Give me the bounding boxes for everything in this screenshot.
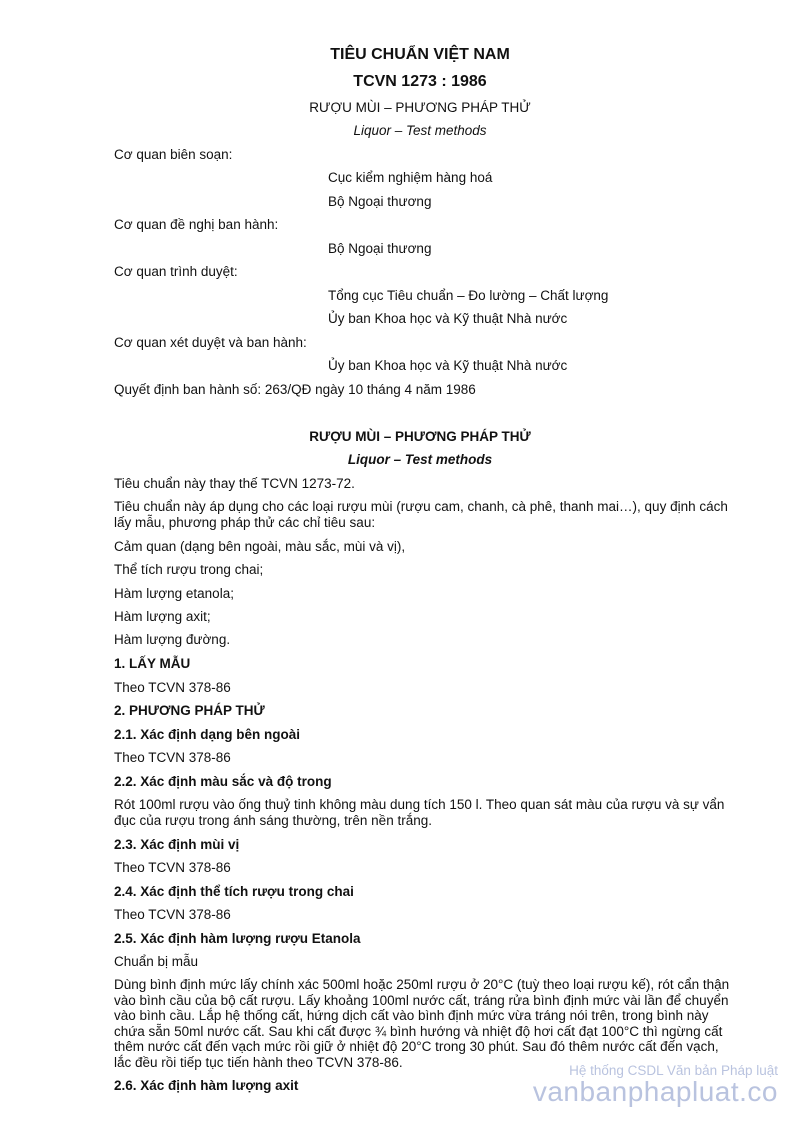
replaces-text: Tiêu chuẩn này thay thế TCVN 1273-72.: [114, 476, 355, 491]
section-2-4-heading: 2.4. Xác định thể tích rượu trong chai: [114, 884, 354, 899]
section-2-6-heading: 2.6. Xác định hàm lượng axit: [114, 1078, 299, 1093]
list-item-2: Thể tích rượu trong chai;: [114, 562, 264, 577]
drafting-agency-label: Cơ quan biên soạn:: [114, 147, 233, 162]
drafting-agency-1: Cục kiểm nghiệm hàng hoá: [328, 170, 493, 185]
standard-subject-vi: RƯỢU MÙI – PHƯƠNG PHÁP THỬ: [309, 100, 531, 115]
standard-code: TCVN 1273 : 1986: [353, 73, 487, 90]
section-2-1-text: Theo TCVN 378-86: [114, 750, 231, 765]
decision-line: Quyết định ban hành số: 263/QĐ ngày 10 tháng 4 năm 1986: [114, 382, 476, 397]
section-2-heading: 2. PHƯƠNG PHÁP THỬ: [114, 703, 265, 718]
scope-text: Tiêu chuẩn này áp dụng cho các loại rượu mùi (rượu cam, chanh, cà phê, thanh mai…), quy định cách lấy mẫu, phương pháp thử các chỉ tiêu sau:: [114, 499, 728, 530]
submitting-agency-1: Tổng cục Tiêu chuẩn – Đo lường – Chất lượng: [328, 288, 609, 303]
standard-title: TIÊU CHUẨN VIỆT NAM: [330, 46, 510, 63]
drafting-agency-2: Bộ Ngoại thương: [328, 194, 432, 209]
approving-agency-1: Ủy ban Khoa học và Kỹ thuật Nhà nước: [328, 358, 568, 373]
watermark-site: vanbanphapluat.co: [532, 1076, 778, 1107]
list-item-3: Hàm lượng etanola;: [114, 586, 234, 601]
body-title-vi: RƯỢU MÙI – PHƯƠNG PHÁP THỬ: [309, 429, 531, 444]
list-item-5: Hàm lượng đường.: [114, 632, 231, 647]
proposing-agency-label: Cơ quan đề nghị ban hành:: [114, 217, 279, 232]
section-2-2-text: Rót 100ml rượu vào ống thuỷ tinh không màu dung tích 150 l. Theo quan sát màu của rượu và sự vẩn đục của rượu trong ánh sáng thường, trên nền trắng.: [114, 797, 725, 828]
submitting-agency-2: Ủy ban Khoa học và Kỹ thuật Nhà nước: [328, 311, 568, 326]
section-1-heading: 1. LẤY MẪU: [114, 656, 191, 671]
section-2-5-text: Dùng bình định mức lấy chính xác 500ml hoặc 250ml rượu ở 20°C (tuỳ theo loại rượu kế), rót cẩn thận vào bình cầu của bộ cất rượu. Lấy khoảng 100ml nước cất, tráng rửa bình định mức vài lần để chuyển vào bình cầu. Lắp hệ thống cất, hứng dịch cất vào bình định mức vừa tráng nói trên, trong bình này chứa sẵn 50ml nước cất. Sau khi cất được ¾ bình hướng và nhiệt độ hơi cất đạt 100°C thì ngừng cất thêm nước cất đến vạch mức rồi giữ ở nhiệt độ 20°C trong 30 phút. Sau đó thêm nước cất đến vạch, lắc đều rồi tiếp tục tiến hành theo TCVN 378-86.: [114, 977, 730, 1070]
section-2-3-text: Theo TCVN 378-86: [114, 860, 231, 875]
section-2-1-heading: 2.1. Xác định dạng bên ngoài: [114, 727, 301, 742]
list-item-4: Hàm lượng axit;: [114, 609, 211, 624]
standard-subject-en: Liquor – Test methods: [353, 123, 487, 138]
submitting-agency-label: Cơ quan trình duyệt:: [114, 264, 238, 279]
section-1-text: Theo TCVN 378-86: [114, 680, 231, 695]
proposing-agency-1: Bộ Ngoại thương: [328, 241, 432, 256]
list-item-1: Cảm quan (dạng bên ngoài, màu sắc, mùi và vị),: [114, 539, 406, 554]
section-2-2-heading: 2.2. Xác định màu sắc và độ trong: [114, 774, 332, 789]
body-title-en: Liquor – Test methods: [347, 452, 493, 467]
section-2-4-text: Theo TCVN 378-86: [114, 907, 231, 922]
watermark-caption: Hệ thống CSDL Văn bản Pháp luật: [569, 1063, 778, 1078]
approving-agency-label: Cơ quan xét duyệt và ban hành:: [114, 335, 307, 350]
section-2-3-heading: 2.3. Xác định mùi vị: [114, 837, 240, 852]
section-2-5-heading: 2.5. Xác định hàm lượng rượu Etanola: [114, 931, 361, 946]
section-2-5-prep: Chuẩn bị mẫu: [114, 954, 199, 969]
